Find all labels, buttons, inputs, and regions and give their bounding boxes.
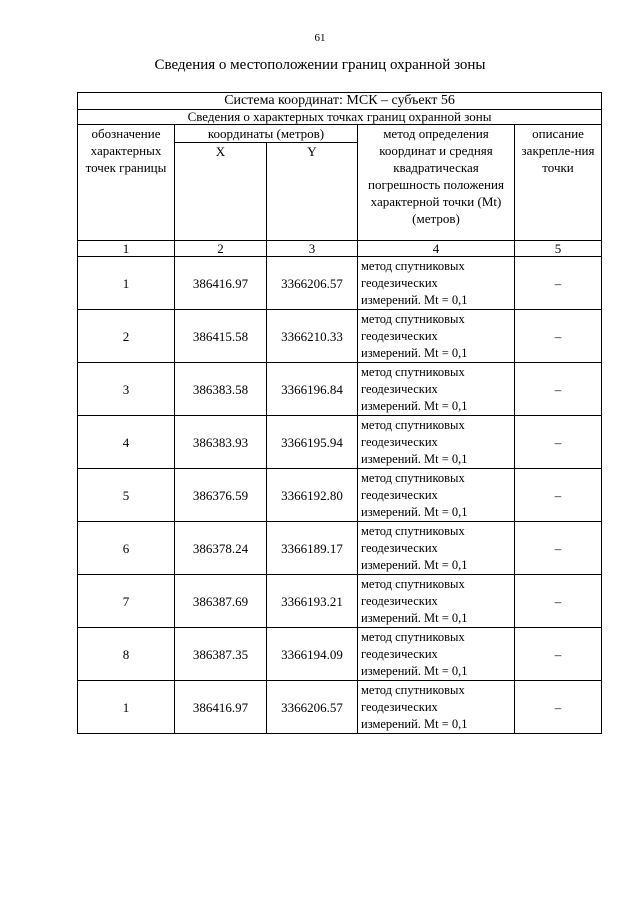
description-cell: – bbox=[515, 416, 602, 469]
point-designation-header: обозначение характерных точек границы bbox=[78, 125, 175, 241]
table-row bbox=[78, 363, 602, 416]
method-line: измерений. Mt = 0,1 bbox=[361, 398, 468, 413]
method-line: метод спутниковых bbox=[361, 682, 465, 697]
x-coordinate-cell: 386416.97 bbox=[175, 257, 267, 310]
method-line: метод спутниковых bbox=[361, 311, 465, 326]
method-line: геодезических bbox=[361, 381, 438, 396]
point-designation-cell: 3 bbox=[78, 363, 175, 416]
method-line: метод спутниковых bbox=[361, 258, 465, 273]
method-line: измерений. Mt = 0,1 bbox=[361, 451, 468, 466]
method-line: метод спутниковых bbox=[361, 417, 465, 432]
description-cell: – bbox=[515, 469, 602, 522]
table-row bbox=[78, 469, 602, 522]
table-row bbox=[78, 257, 602, 310]
point-designation-cell: 6 bbox=[78, 522, 175, 575]
method-cell bbox=[358, 363, 515, 416]
x-coordinate-cell: 386383.58 bbox=[175, 363, 267, 416]
y-coordinate-cell: 3366195.94 bbox=[267, 416, 358, 469]
method-line: геодезических bbox=[361, 328, 438, 343]
x-coordinate-cell: 386415.58 bbox=[175, 310, 267, 363]
method-line: измерений. Mt = 0,1 bbox=[361, 663, 468, 678]
coordinate-system-header: Система координат: МСК – субъект 56 bbox=[78, 93, 602, 110]
column-number: 2 bbox=[175, 241, 267, 257]
page-number: 61 bbox=[314, 32, 326, 44]
point-designation-cell: 1 bbox=[78, 257, 175, 310]
x-coordinate-cell: 386387.69 bbox=[175, 575, 267, 628]
document-title: Сведения о местоположении границ охранной зоны bbox=[154, 57, 486, 73]
y-header: Y bbox=[267, 143, 358, 241]
method-line: измерений. Mt = 0,1 bbox=[361, 504, 468, 519]
y-coordinate-cell: 3366189.17 bbox=[267, 522, 358, 575]
column-number: 3 bbox=[267, 241, 358, 257]
y-coordinate-cell: 3366196.84 bbox=[267, 363, 358, 416]
table-row bbox=[78, 310, 602, 363]
method-line: геодезических bbox=[361, 593, 438, 608]
method-cell bbox=[358, 628, 515, 681]
method-header: метод определения координат и средняя квадратическая погрешность положения характерной точки (Mt) (метров) bbox=[358, 125, 515, 241]
method-cell bbox=[358, 257, 515, 310]
method-line: метод спутниковых bbox=[361, 576, 465, 591]
column-number: 4 bbox=[358, 241, 515, 257]
y-coordinate-cell: 3366192.80 bbox=[267, 469, 358, 522]
description-cell: – bbox=[515, 310, 602, 363]
y-coordinate-cell: 3366206.57 bbox=[267, 681, 358, 734]
description-cell: – bbox=[515, 257, 602, 310]
y-coordinate-cell: 3366194.09 bbox=[267, 628, 358, 681]
coordinates-header: координаты (метров) bbox=[175, 125, 358, 143]
method-cell bbox=[358, 416, 515, 469]
method-line: измерений. Mt = 0,1 bbox=[361, 610, 468, 625]
table-row bbox=[78, 416, 602, 469]
method-line: геодезических bbox=[361, 646, 438, 661]
description-header: описание закрепле-ния точки bbox=[515, 125, 602, 241]
x-header: X bbox=[175, 143, 267, 241]
description-cell: – bbox=[515, 363, 602, 416]
method-cell bbox=[358, 681, 515, 734]
section-header: Сведения о характерных точках границ охранной зоны bbox=[78, 110, 602, 125]
y-coordinate-cell: 3366206.57 bbox=[267, 257, 358, 310]
method-line: метод спутниковых bbox=[361, 470, 465, 485]
point-designation-cell: 4 bbox=[78, 416, 175, 469]
method-line: геодезических bbox=[361, 487, 438, 502]
description-cell: – bbox=[515, 522, 602, 575]
method-line: геодезических bbox=[361, 434, 438, 449]
method-cell bbox=[358, 575, 515, 628]
method-line: метод спутниковых bbox=[361, 364, 465, 379]
point-designation-cell: 8 bbox=[78, 628, 175, 681]
column-number: 5 bbox=[515, 241, 602, 257]
method-line: геодезических bbox=[361, 275, 438, 290]
method-line: измерений. Mt = 0,1 bbox=[361, 557, 468, 572]
x-coordinate-cell: 386416.97 bbox=[175, 681, 267, 734]
method-line: метод спутниковых bbox=[361, 523, 465, 538]
column-number: 1 bbox=[78, 241, 175, 257]
method-cell bbox=[358, 310, 515, 363]
x-coordinate-cell: 386383.93 bbox=[175, 416, 267, 469]
point-designation-cell: 7 bbox=[78, 575, 175, 628]
x-coordinate-cell: 386376.59 bbox=[175, 469, 267, 522]
description-cell: – bbox=[515, 681, 602, 734]
method-cell bbox=[358, 469, 515, 522]
y-coordinate-cell: 3366210.33 bbox=[267, 310, 358, 363]
point-designation-cell: 5 bbox=[78, 469, 175, 522]
y-coordinate-cell: 3366193.21 bbox=[267, 575, 358, 628]
table-row bbox=[78, 522, 602, 575]
method-line: метод спутниковых bbox=[361, 629, 465, 644]
x-coordinate-cell: 386378.24 bbox=[175, 522, 267, 575]
boundary-points-table bbox=[77, 92, 602, 734]
description-cell: – bbox=[515, 575, 602, 628]
table-row bbox=[78, 575, 602, 628]
table-row bbox=[78, 681, 602, 734]
description-cell: – bbox=[515, 628, 602, 681]
table-row bbox=[78, 628, 602, 681]
x-coordinate-cell: 386387.35 bbox=[175, 628, 267, 681]
method-line: измерений. Mt = 0,1 bbox=[361, 292, 468, 307]
method-line: геодезических bbox=[361, 540, 438, 555]
point-designation-cell: 1 bbox=[78, 681, 175, 734]
method-line: геодезических bbox=[361, 699, 438, 714]
method-line: измерений. Mt = 0,1 bbox=[361, 345, 468, 360]
point-designation-cell: 2 bbox=[78, 310, 175, 363]
method-cell bbox=[358, 522, 515, 575]
method-line: измерений. Mt = 0,1 bbox=[361, 716, 468, 731]
